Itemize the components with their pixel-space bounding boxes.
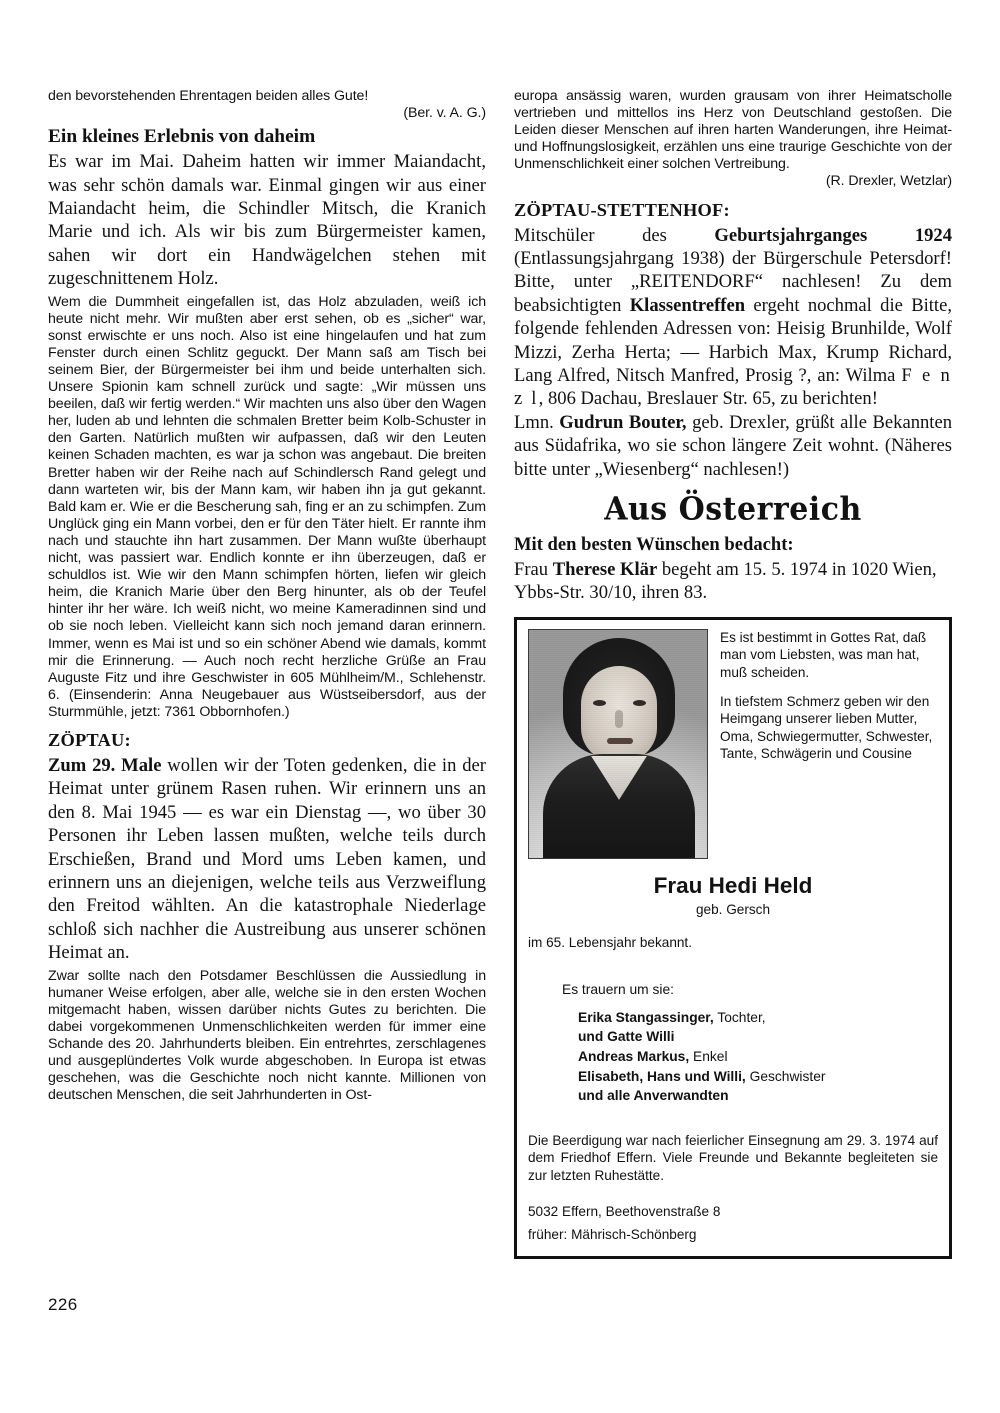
right-para-1 (514, 224, 952, 411)
list-item (578, 1008, 938, 1028)
left-column (48, 88, 486, 1259)
right-para-2-pre: Lmn. (514, 411, 560, 433)
obituary-notice (514, 617, 952, 1259)
right-body-small-1: europa ansässig waren, wurden grausam von ihrer Heimatscholle vertrieben und mittellos ins Herz von Deutschland gestoßen. Die Leiden dieser Menschen auf ihren harten Wanderungen, ihre Heimat- und Hoffnungslosigkeit, erzählen uns eine traurige Geschichte von der Unmenschlichkeit einer solchen Vertreibung. (514, 88, 952, 173)
right-para-2 (514, 411, 952, 481)
obituary-former-address: früher: Mährisch-Schönberg (528, 1226, 697, 1242)
right-para-2-bold: Gudrun Bouter, (559, 411, 687, 433)
obituary-age-line: im 65. Lebensjahr bekannt. (528, 934, 692, 950)
right-para-1-bold-1: Geburtsjahrganges 1924 (714, 224, 953, 246)
portrait-grain-overlay (529, 630, 707, 858)
portrait-photo (528, 629, 708, 859)
mourner-relation: Tochter, (713, 1009, 766, 1025)
heading-ein-kleines-erlebnis: Ein kleines Erlebnis von daheim (48, 126, 316, 148)
obituary-funeral-text: Die Beerdigung war nach feierlicher Einsegnung am 29. 3. 1974 auf dem Friedhof Effern. Viele Freunde und Bekannte begleiteten sie zur letzten Ruhestätte. (528, 1132, 938, 1183)
mourner-name: Erika Stangassinger, (578, 1009, 714, 1025)
right-para-1-pre: Mitschüler des (514, 224, 715, 246)
right-para-2-post: geb. Drexler, grüßt alle Bekannten aus Südafrika, wo sie schon längere Zeit wohnt. (Näheres bitte unter „Wiesenberg“ nachlesen!) (514, 411, 953, 480)
left-body-small-1: Wem die Dummheit eingefallen ist, das Holz abzuladen, weiß ich heute nicht mehr. Wir mußten aber erst sehen, ob es „sicher“ war, sonst erwischte er uns noch. Also ist eine hingelaufen und hat zum Fenster durch einen Schlitz geguckt. Der Mann saß am Tisch bei seinem Bier, der Bürgermeister bei ihm und beide unterhalten sich. Unsere Spionin kam schnell zurück und sagte: „Wir müssen uns beeilen, daß wir fertig werden.“ Wir machten uns also über den Wagen her, luden ab und lehnten die schmalen Bretter beim Kolb-Schuster in den Garten. Natürlich mußten wir aufpassen, daß wir den Leuten keinen Schaden machten, es war ja schon was angebaut. Die breiten Bretter haben wir der Reihe nach auf Schindlersch Rand gelegt und dann warteten wir, bis der Mann kam, wir haben ihn ja gut gekannt. Bald kam er. Wie er die Bescherung sah, fing er an zu schimpfen. Zum Unglück ging ein Mann vorbei, den er für den Täter hielt. Er rannte ihm nach und stauchte ihn hart zusammen. Der Mann wußte überhaupt nicht, was passiert war. Endlich konnte er ihn überzeugen, daß er schuldlos ist. Wie wir den Mann schimpfen hörten, liefen wir gleich heim, die Kranich Marie über den Berg hinunter, als ob der Teufel hinter ihr her wäre. Ich weiß nicht, wo meine Kameradinnen sind und ob sie noch leben. Vielleicht kann sich noch jemand daran erinnern. Immer, wenn es Mai ist und so ein schöner Abend wie damals, kommt mir die Erinnerung. — Auch noch recht herzliche Grüße an Frau Auguste Fitz und ihre Geschwister in 605 Mühlheim/M., Schlehenstr. 6. (Einsenderin: Anna Neugebauer aus Wüstseibersdorf, aus der Sturmmühle, jetzt: 7361 Obbornhofen.) (48, 293, 486, 720)
right-para-1-post: ergeht nochmal die Bitte, folgende fehlenden Adressen von: Heisig Brunhilde, Wolf Mizzi, Zerha Herta; — Harbich Max, Krump Richard, Lang Alfred, Nitsch Manfred, Prosig ?, an: Wilma (514, 294, 952, 386)
right-para-3-pre: Frau (514, 559, 553, 581)
right-column (514, 88, 952, 1259)
obituary-intro-text (720, 629, 938, 859)
right-credit-1: (R. Drexler, Wetzlar) (825, 173, 952, 190)
page-number: 226 (48, 1295, 78, 1314)
obituary-address: 5032 Effern, Beethovenstraße 8 (528, 1203, 721, 1219)
right-para-3-bold: Therese Klär (552, 559, 658, 581)
mourner-name: Andreas Markus, (578, 1049, 690, 1065)
list-item (578, 1067, 938, 1087)
list-item (578, 1047, 938, 1067)
right-para-1-mid: (Entlassungsjahrgang 1938) der Bürgerschule Petersdorf! Bitte, unter „REITENDORF“ nachlesen! Zu dem beabsichtigten (514, 247, 952, 316)
heading-zoeptau: ZÖPTAU: (48, 729, 131, 750)
obituary-mourners-list (528, 1008, 938, 1106)
left-intro-credit: (Ber. v. A. G.) (403, 105, 486, 122)
obituary-announcement: In tiefstem Schmerz geben wir den Heimgang unserer lieben Mutter, Oma, Schwiegermutter, Schwester, Tante, Schwägerin und Cousine (720, 693, 933, 762)
list-item (578, 1027, 938, 1047)
left-body-large-2-rest: wollen wir der Toten gedenken, die in der Heimat unter grünem Rasen ruhen. Wir erinnern uns an den 8. Mai 1945 — es war ein Dienstag —, wo über 30 Personen ihr Leben lassen mußten, welche teils durch Erschießen, Brand und Mord ums Leben kamen, und erinnern uns an diejenigen, welche teils aus Verzweiflung den Freitod wählten. An die katastrophale Niederlage schloß sich nachher die Austreibung aus unserer schönen Heimat an. (48, 754, 486, 964)
right-para-1-bold-2: Klassentreffen (629, 294, 746, 316)
mourner-name: und alle Anverwandten (578, 1088, 729, 1104)
obituary-maiden-name: geb. Gersch (695, 901, 771, 917)
mourner-relation: Enkel (689, 1049, 728, 1065)
left-intro-line: den bevorstehenden Ehrentagen beiden alles Gute! (48, 88, 369, 104)
list-item (578, 1086, 938, 1106)
left-body-large-1: Es war im Mai. Daheim hatten wir immer Maiandacht, was sehr schön damals war. Einmal gingen wir aus einer Maiandacht heim, die Schindler Mitsch, die Kranich Marie und ich. Als wir bis zum Bürgermeister kamen, sahen wir dort ein Handwägelchen stehen mit zugeschnittenem Holz. (48, 151, 486, 290)
right-para-3-post: begeht am 15. 5. 1974 in 1020 Wien, Ybbs-Str. 30/10, ihren 83. (514, 559, 937, 604)
section-title-aus-oesterreich: Aus Österreich (604, 490, 862, 529)
obituary-mourn-intro: Es trauern um sie: (562, 981, 674, 997)
right-para-1-spaced-name: F e n z l (514, 365, 952, 410)
right-para-3 (514, 558, 952, 605)
left-body-large-2-lead: Zum 29. Male (48, 754, 162, 776)
mourner-name: und Gatte Willi (578, 1029, 675, 1045)
mourner-name: Elisabeth, Hans und Willi, (578, 1068, 746, 1084)
subheading-beste-wuensche: Mit den besten Wünschen bedacht: (514, 534, 794, 556)
heading-zoeptau-stettenhof: ZÖPTAU-STETTENHOF: (514, 199, 730, 220)
obituary-name: Frau Hedi Held (653, 872, 813, 898)
left-body-large-2 (48, 754, 486, 965)
left-body-small-2: Zwar sollte nach den Potsdamer Beschlüssen die Aussiedlung in humaner Weise erfolgen, aber alle, welche sie in den ersten Wochen mitgemacht haben, wissen darüber nichts Gutes zu berichten. Die dabei vorgekommenen Unmenschlichkeiten werden für immer eine Schande des 20. Jahrhunderts bleiben. Ein entrehrtes, zerschlagenes und ausgeplündertes Volk wurde abgeschoben. In Europa ist etwas geschehen, was die Geschichte noch nicht kannte. Millionen von deutschen Menschen, die seit Jahrhunderten in Ost- (48, 967, 486, 1104)
obituary-verse: Es ist bestimmt in Gottes Rat, daß man vom Liebsten, was man hat, muß scheiden. (720, 629, 927, 681)
two-column-layout (48, 88, 952, 1259)
obituary-header (528, 629, 938, 859)
right-para-1-tail: , 806 Dachau, Breslauer Str. 65, zu berichten! (538, 388, 878, 410)
mourner-relation: Geschwister (745, 1068, 826, 1084)
